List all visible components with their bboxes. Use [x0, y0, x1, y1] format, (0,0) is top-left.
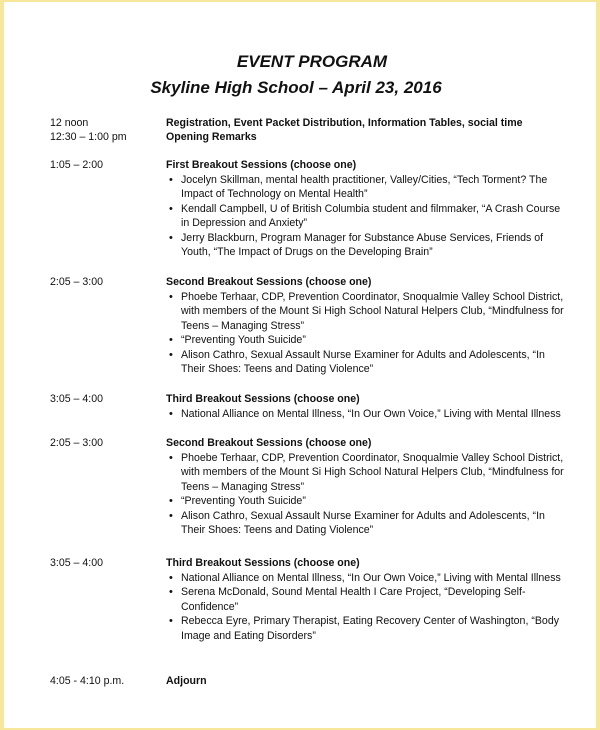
schedule-entry [50, 436, 570, 538]
schedule-entry [50, 130, 570, 145]
list-item: • Jerry Blackburn, Program Manager for Substance Abuse Services, Friends of Youth, “The Impact of Drugs on the Developing Brain” [181, 231, 570, 260]
schedule-entry [50, 392, 570, 421]
list-item: • Rebecca Eyre, Primary Therapist, Eating Recovery Center of Washington, “Body Image and Eating Disorders” [181, 614, 570, 643]
entry-heading: Adjourn [166, 675, 207, 687]
entry-heading: Second Breakout Sessions (choose one) [166, 437, 372, 449]
entry-time: 3:05 – 4:00 [50, 557, 104, 569]
list-item: • Serena McDonald, Sound Mental Health I Care Project, “Developing Self-Confidence” [181, 585, 570, 614]
schedule-entry [50, 674, 570, 689]
list-item: • Phoebe Terhaar, CDP, Prevention Coordinator, Snoqualmie Valley School District, with members of the Mount Si High School Natural Helpers Club, “Mindfulness for Teens – Managing Stress” [181, 451, 570, 495]
page-subtitle: Skyline High School – April 23, 2016 [150, 78, 442, 97]
list-item: • Alison Cathro, Sexual Assault Nurse Examiner for Adults and Adolescents, “In Their Shoes: Teens and Dating Violence” [181, 348, 570, 377]
page-title: EVENT PROGRAM [236, 52, 388, 71]
entry-time: 2:05 – 3:00 [50, 276, 104, 288]
entry-heading: Second Breakout Sessions (choose one) [166, 276, 372, 288]
schedule-entry [50, 116, 570, 131]
schedule-entry [50, 556, 570, 643]
list-item: • “Preventing Youth Suicide” [181, 494, 570, 509]
entry-heading: Third Breakout Sessions (choose one) [166, 393, 360, 405]
entry-time: 1:05 – 2:00 [50, 159, 104, 171]
schedule-entry [50, 158, 570, 260]
entry-time: 4:05 - 4:10 p.m. [50, 675, 125, 687]
list-item: • Jocelyn Skillman, mental health practitioner, Valley/Cities, “Tech Torment? The Impact of Technology on Mental Health” [181, 173, 570, 202]
entry-heading: Opening Remarks [166, 131, 257, 143]
list-item: • National Alliance on Mental Illness, “In Our Own Voice,” Living with Mental Illness [181, 571, 570, 586]
list-item: • Alison Cathro, Sexual Assault Nurse Examiner for Adults and Adolescents, “In Their Shoes: Teens and Dating Violence” [181, 509, 570, 538]
entry-time: 12 noon [50, 117, 89, 129]
entry-heading: Registration, Event Packet Distribution, Information Tables, social time [166, 117, 523, 129]
entry-heading: First Breakout Sessions (choose one) [166, 159, 357, 171]
entry-time: 2:05 – 3:00 [50, 437, 104, 449]
list-item: • National Alliance on Mental Illness, “In Our Own Voice,” Living with Mental Illness [181, 407, 570, 422]
schedule-entry [50, 275, 570, 377]
entry-time: 12:30 – 1:00 pm [50, 131, 127, 143]
list-item: • Kendall Campbell, U of British Columbia student and filmmaker, “A Crash Course in Depression and Anxiety” [181, 202, 570, 231]
list-item: • “Preventing Youth Suicide” [181, 333, 570, 348]
list-item: • Phoebe Terhaar, CDP, Prevention Coordinator, Snoqualmie Valley School District, with members of the Mount Si High School Natural Helpers Club, “Mindfulness for Teens – Managing Stress” [181, 290, 570, 334]
entry-time: 3:05 – 4:00 [50, 393, 104, 405]
entry-heading: Third Breakout Sessions (choose one) [166, 557, 360, 569]
program-page [4, 2, 596, 728]
